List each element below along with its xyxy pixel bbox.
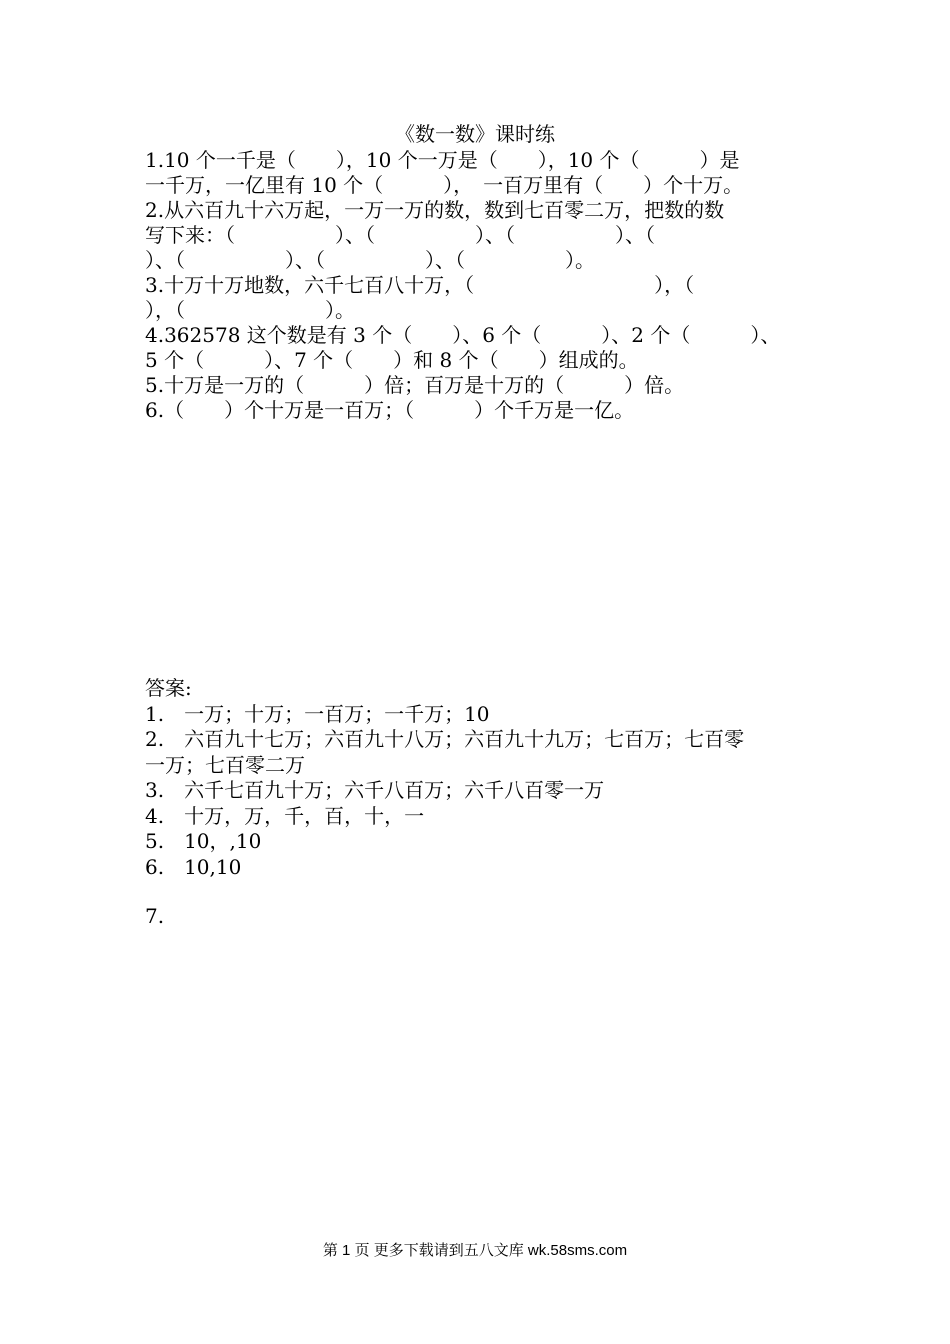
answer-line: 一万；七百零二万 [145, 752, 305, 777]
question-line: 2.从六百九十六万起，一万一万的数，数到七百零二万，把数的数 [145, 198, 725, 222]
answers-section [145, 676, 815, 930]
question-line: ），（ ）。 [145, 298, 355, 322]
page-footer: 第 1 页 更多下载请到五八文库 wk.58sms.com [322, 1242, 628, 1259]
question-line: 写下来：（ ）、（ ）、（ ）、（ [145, 223, 655, 247]
answer-line: 6. 10,10 [145, 854, 242, 879]
question-line: ）、（ ）、（ ）、（ ）。 [145, 248, 595, 272]
question-line: 一千万，一亿里有 10 个（ ）， 一百万里有（ ）个十万。 [145, 173, 744, 197]
question-line: 3.十万十万地数，六千七百八十万，（ ），（ [145, 273, 695, 297]
question-line: 4.362578 这个数是有 3 个（ ）、6 个（ ）、2 个（ ）、 [145, 323, 781, 347]
answer-line-7: 7. [145, 904, 165, 928]
page-title: 《数一数》课时练 [395, 122, 555, 146]
answer-line: 4. 十万，万，千，百，十，一 [145, 803, 425, 828]
questions-section [145, 148, 815, 423]
question-line: 6.（ ）个十万是一百万；（ ）个千万是一亿。 [145, 398, 635, 422]
answer-line: 1. 一万；十万；一百万；一千万；10 [145, 701, 490, 726]
question-line: 1.10 个一千是（ ），10 个一万是（ ），10 个（ ）是 [145, 148, 740, 172]
answer-line: 5. 10，,10 [145, 829, 262, 853]
answer-line: 3. 六千七百九十万；六千八百万；六千八百零一万 [145, 778, 605, 802]
spacer [145, 880, 815, 904]
question-line: 5 个（ ）、7 个（ ）和 8 个（ ）组成的。 [145, 348, 639, 372]
answer-line: 2. 六百九十七万；六百九十八万；六百九十九万；七百万；七百零 [145, 727, 745, 751]
question-line: 5.十万是一万的（ ）倍；百万是十万的（ ）倍。 [145, 373, 685, 397]
answers-heading: 答案: [145, 676, 192, 700]
